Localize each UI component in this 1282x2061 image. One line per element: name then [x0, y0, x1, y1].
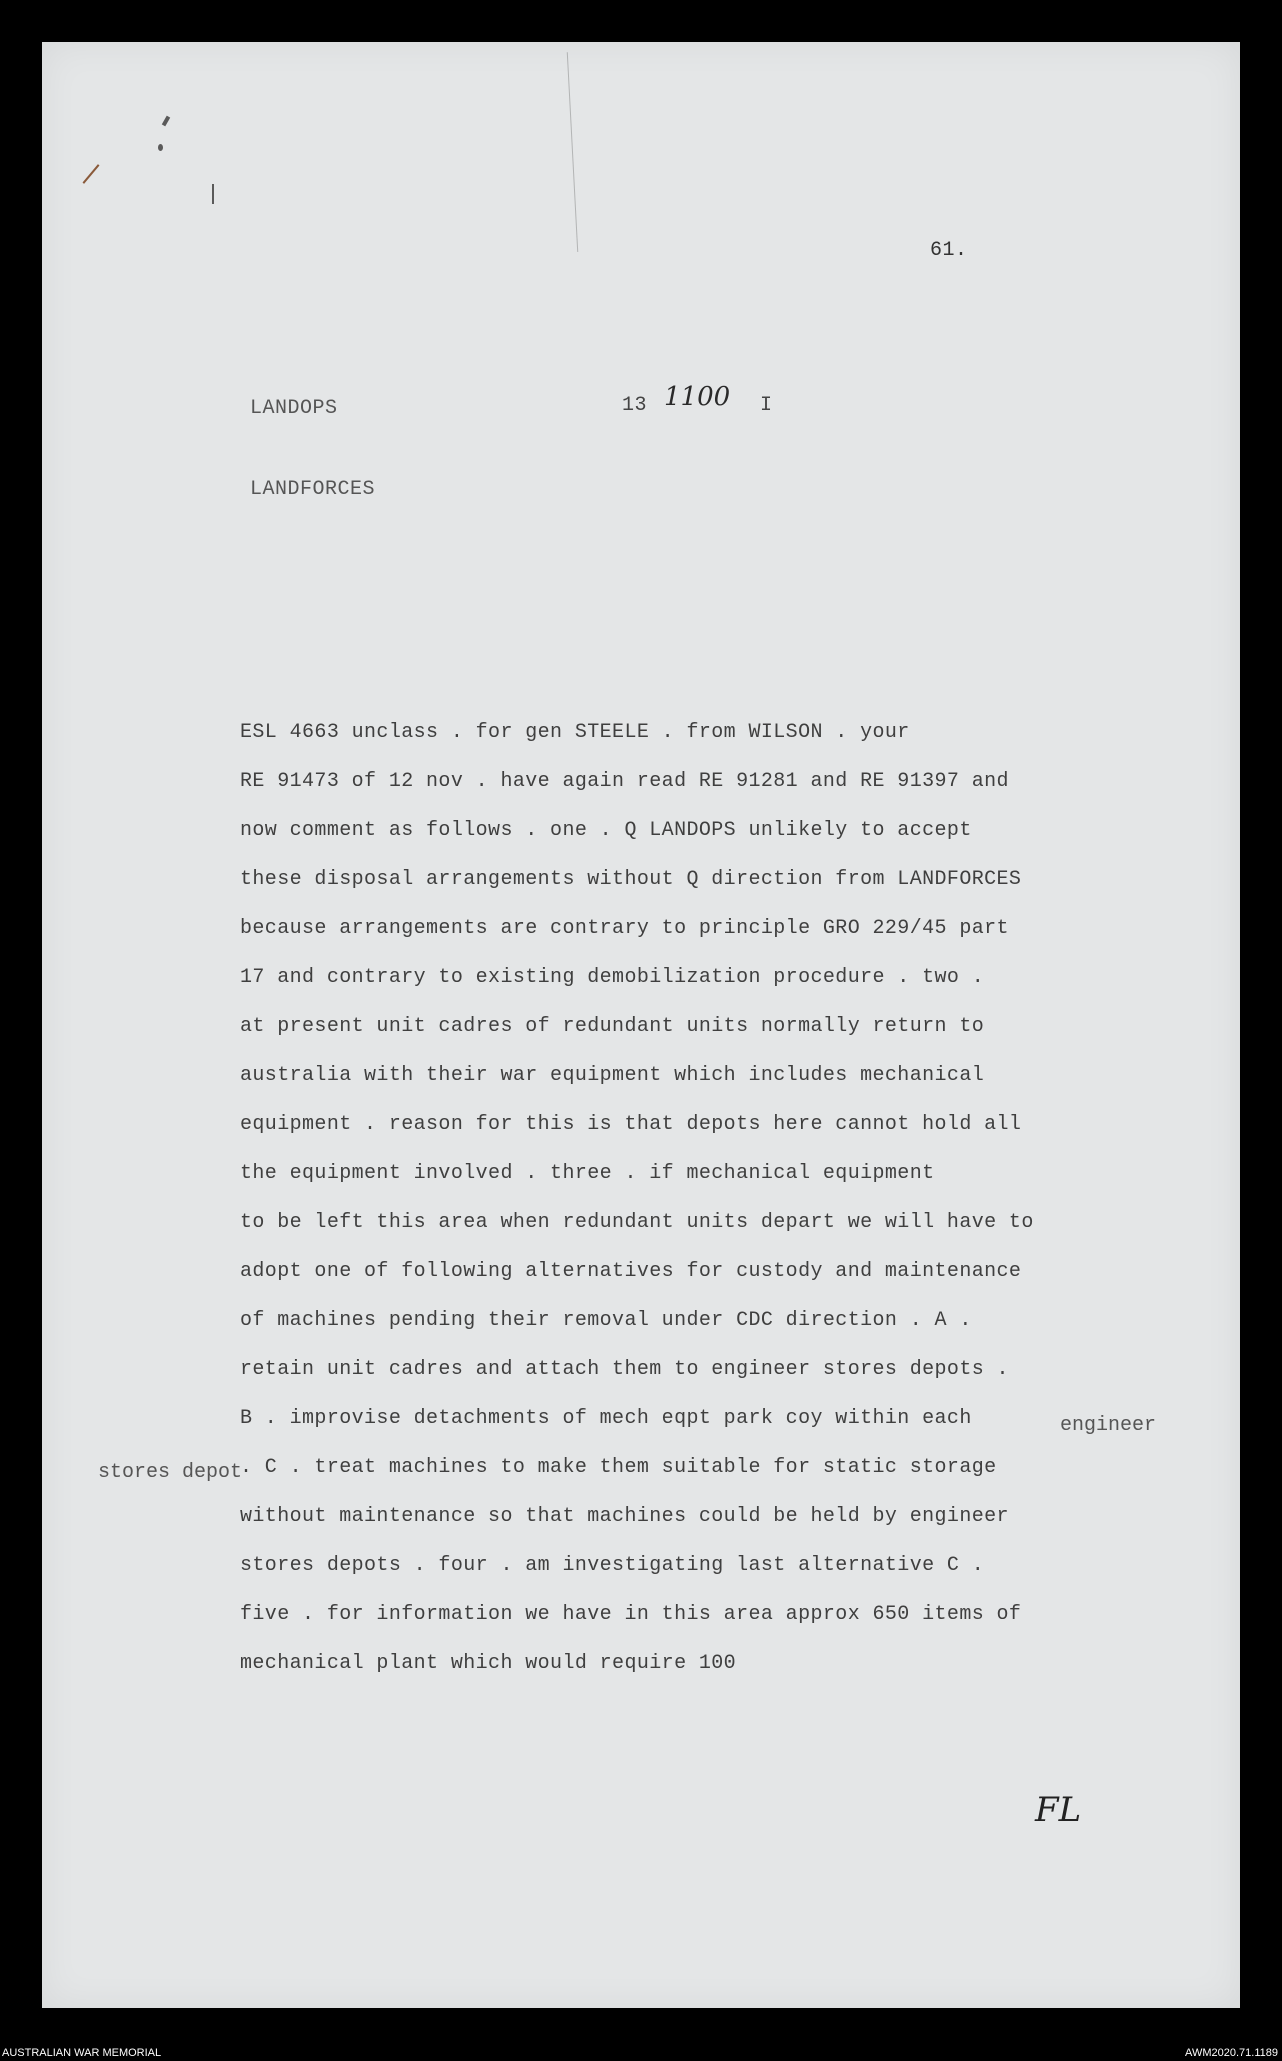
page-number: 61. [930, 239, 968, 262]
body-line: without maintenance so that machines could be held by engineer [240, 1505, 1009, 1528]
body-line: B . improvise detachments of mech eqpt park coy within each [240, 1407, 972, 1430]
ink-speck [212, 184, 214, 204]
body-line: at present unit cadres of redundant units normally return to [240, 1015, 985, 1038]
body-line: ESL 4663 unclass . for gen STEELE . from WILSON . your [240, 721, 910, 744]
dtg-typed-prefix: 13 [622, 394, 648, 417]
addressee-from: LANDFORCES [250, 478, 376, 501]
margin-note-right: engineer [1060, 1414, 1157, 1437]
footer-institution: AUSTRALIAN WAR MEMORIAL [2, 2047, 162, 2059]
body-line: adopt one of following alternatives for custody and maintenance [240, 1260, 1022, 1283]
paper-crease [567, 52, 581, 252]
dtg-handwritten-time: 1100 [664, 382, 731, 412]
footer-accession-number: AWM2020.71.1189 [1185, 2047, 1278, 2059]
body-line: now comment as follows . one . Q LANDOPS unlikely to accept [240, 819, 972, 842]
body-line: five . for information we have in this area approx 650 items of [240, 1603, 1022, 1626]
body-line: australia with their war equipment which includes mechanical [240, 1064, 985, 1087]
body-line: stores depots . four . am investigating last alternative C . [240, 1554, 985, 1577]
body-line: . C . treat machines to make them suitable for static storage [240, 1456, 997, 1479]
ink-speck [162, 116, 170, 127]
body-line: equipment . reason for this is that depots here cannot hold all [240, 1113, 1022, 1136]
ink-speck [158, 144, 163, 151]
dtg-typed-suffix: I [760, 394, 773, 417]
addressee-to: LANDOPS [250, 397, 338, 420]
body-line: the equipment involved . three . if mechanical equipment [240, 1162, 935, 1185]
body-line: because arrangements are contrary to principle GRO 229/45 part [240, 917, 1009, 940]
message-body [240, 708, 1140, 1688]
body-line: retain unit cadres and attach them to engineer stores depots . [240, 1358, 1009, 1381]
ink-speck [83, 164, 100, 184]
body-line: RE 91473 of 12 nov . have again read RE 91281 and RE 91397 and [240, 770, 1009, 793]
body-line: to be left this area when redundant units depart we will have to [240, 1211, 1034, 1234]
body-line: 17 and contrary to existing demobilization procedure . two . [240, 966, 985, 989]
body-line: these disposal arrangements without Q direction from LANDFORCES [240, 868, 1022, 891]
margin-note-left: stores depot [98, 1461, 243, 1484]
body-line: of machines pending their removal under CDC direction . A . [240, 1309, 972, 1332]
handwritten-initials: FL [1035, 1790, 1082, 1830]
body-line: mechanical plant which would require 100 [240, 1652, 737, 1675]
